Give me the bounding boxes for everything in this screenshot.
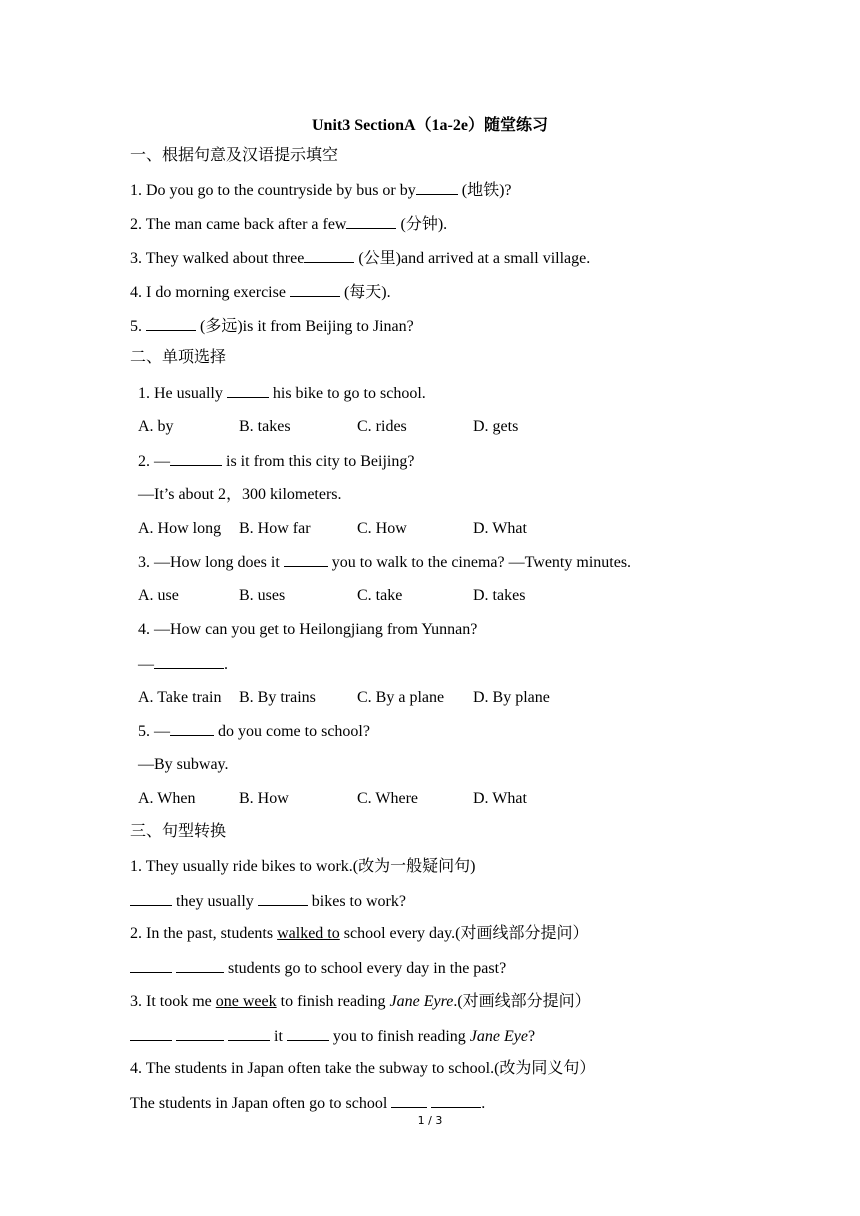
option-a[interactable]: A. use: [138, 587, 179, 604]
answer-blank[interactable]: [431, 1093, 481, 1108]
option-d[interactable]: D. What: [473, 790, 527, 807]
answer-blank[interactable]: [416, 180, 458, 195]
s3-answer-2: students go to school every day in the past?: [130, 958, 506, 979]
s1-question-2: 2. The man came back after a few (分钟).: [130, 216, 448, 233]
option-b[interactable]: B. How: [239, 790, 289, 807]
s3-answer-4: The students in Japan often go to school .: [130, 1095, 486, 1112]
option-b[interactable]: B. By trains: [239, 689, 316, 706]
s2-question-4: 4. —How can you get to Heilongjiang from Yunnan?: [138, 621, 478, 638]
s2-question-2-reply: —It’s about 2，300 kilometers.: [138, 486, 342, 503]
s3-answer-1: they usually bikes to work?: [130, 891, 406, 912]
s2-question-5: 5. — do you come to school?: [138, 723, 370, 740]
option-c[interactable]: C. rides: [357, 418, 407, 435]
s2-question-1: 1. He usually his bike to go to school.: [138, 385, 426, 402]
section-2-heading: 二、单项选择: [130, 349, 227, 366]
page-number: 1 / 3: [417, 1114, 443, 1127]
option-d[interactable]: D. By plane: [473, 689, 550, 706]
page-title: Unit3 SectionA（1a-2e）随堂练习: [312, 117, 548, 134]
option-b[interactable]: B. uses: [239, 587, 286, 604]
option-c[interactable]: C. Where: [357, 790, 419, 807]
s3-answer-3: it you to finish reading Jane Eye?: [130, 1026, 535, 1047]
option-d[interactable]: D. What: [473, 520, 527, 537]
answer-blank[interactable]: [176, 958, 224, 973]
answer-blank[interactable]: [176, 1026, 224, 1041]
s2-question-4-reply: — .: [138, 656, 228, 673]
answer-blank[interactable]: [130, 958, 172, 973]
answer-blank[interactable]: [227, 383, 269, 398]
option-d[interactable]: D. gets: [473, 418, 519, 435]
option-c[interactable]: C. By a plane: [357, 689, 445, 706]
s2-question-3: 3. —How long does it you to walk to the cinema? —Twenty minutes.: [138, 554, 632, 571]
answer-blank[interactable]: [284, 552, 328, 567]
option-a[interactable]: A. Take train: [138, 689, 222, 706]
option-a[interactable]: A. How long: [138, 520, 222, 537]
answer-blank[interactable]: [290, 282, 340, 297]
answer-blank[interactable]: [258, 891, 308, 906]
answer-blank[interactable]: [304, 248, 354, 263]
answer-blank[interactable]: [154, 654, 224, 669]
answer-blank[interactable]: [391, 1093, 427, 1108]
answer-blank[interactable]: [130, 891, 172, 906]
s3-question-1: 1. They usually ride bikes to work.(改为一般疑问句): [130, 858, 476, 875]
answer-blank[interactable]: [346, 214, 396, 229]
answer-blank[interactable]: [170, 451, 222, 466]
section-3-heading: 三、句型转换: [130, 823, 227, 840]
option-a[interactable]: A. When: [138, 790, 196, 807]
answer-blank[interactable]: [170, 721, 214, 736]
s1-question-3: 3. They walked about three (公里)and arrived at a small village.: [130, 250, 591, 267]
s1-question-1: 1. Do you go to the countryside by bus or by (地铁)?: [130, 182, 512, 199]
option-c[interactable]: C. take: [357, 587, 403, 604]
option-b[interactable]: B. How far: [239, 520, 311, 537]
option-b[interactable]: B. takes: [239, 418, 291, 435]
s3-question-3: 3. It took me one week to finish reading Jane Eyre.(对画线部分提问）: [130, 993, 591, 1010]
section-1-heading: 一、根据句意及汉语提示填空: [130, 147, 339, 164]
answer-blank[interactable]: [287, 1026, 329, 1041]
answer-blank[interactable]: [146, 316, 196, 331]
option-a[interactable]: A. by: [138, 418, 174, 435]
option-c[interactable]: C. How: [357, 520, 407, 537]
answer-blank[interactable]: [130, 1026, 172, 1041]
s2-question-2: 2. — is it from this city to Beijing?: [138, 453, 415, 470]
s3-question-4: 4. The students in Japan often take the subway to school.(改为同义句）: [130, 1060, 596, 1077]
option-d[interactable]: D. takes: [473, 587, 526, 604]
s2-question-5-reply: —By subway.: [138, 756, 229, 773]
s3-question-2: 2. In the past, students walked to school every day.(对画线部分提问）: [130, 925, 589, 942]
s1-question-4: 4. I do morning exercise (每天).: [130, 284, 391, 301]
answer-blank[interactable]: [228, 1026, 270, 1041]
s1-question-5: 5. (多远)is it from Beijing to Jinan?: [130, 318, 414, 335]
